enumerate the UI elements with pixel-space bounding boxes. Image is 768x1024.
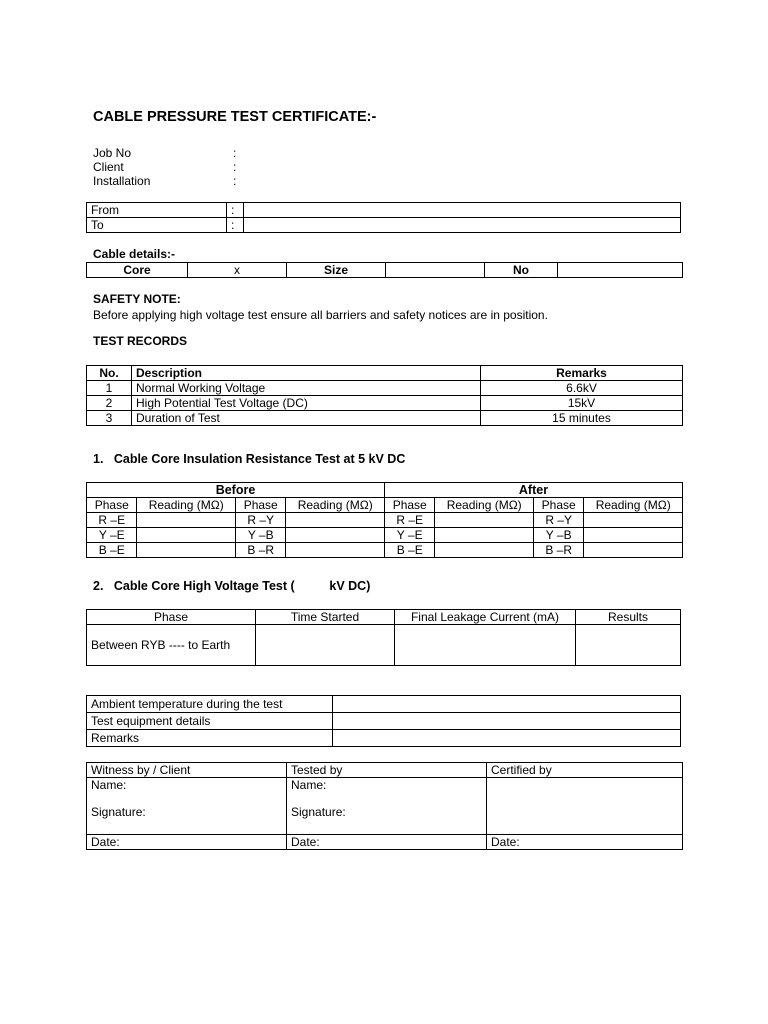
- phase-cell: R –Y: [235, 513, 285, 528]
- signature-table: [86, 762, 683, 850]
- table-row: [87, 713, 681, 730]
- row-no: 3: [87, 411, 132, 426]
- reading-cell[interactable]: [137, 528, 236, 543]
- phase-cell: B –E: [87, 543, 137, 558]
- reading-cell[interactable]: [137, 543, 236, 558]
- remarks-value[interactable]: [333, 730, 681, 747]
- installation-sep: :: [233, 174, 237, 188]
- phase-cell: R –Y: [533, 513, 583, 528]
- table-row: [87, 513, 683, 528]
- cable-details-table: [86, 262, 683, 278]
- size-value[interactable]: [386, 263, 485, 278]
- ir-test-heading: 1. Cable Core Insulation Resistance Test at 5 kV DC: [93, 452, 406, 466]
- cable-details-heading: Cable details:-: [93, 247, 176, 261]
- from-row: [87, 203, 681, 218]
- results-cell[interactable]: [576, 625, 681, 666]
- hv-col-results: Results: [576, 610, 681, 625]
- ir-test-table: [86, 482, 683, 558]
- phase-cell: Y –B: [235, 528, 285, 543]
- phase-cell: R –E: [87, 513, 137, 528]
- client-row: [93, 160, 236, 174]
- reading-header: Reading (MΩ): [584, 498, 683, 513]
- hv-col-leakage: Final Leakage Current (mA): [395, 610, 576, 625]
- date-label: Date:: [287, 835, 487, 850]
- equipment-label: Test equipment details: [87, 713, 333, 730]
- installation-label: Installation: [93, 174, 151, 188]
- name-label: Name:: [91, 778, 127, 792]
- hv-col-phase: Phase: [87, 610, 256, 625]
- date-label: Date:: [87, 835, 287, 850]
- no-label: No: [485, 263, 558, 278]
- row-description: Normal Working Voltage: [132, 381, 481, 396]
- signature-label: Signature:: [291, 805, 346, 819]
- table-row: [87, 543, 683, 558]
- page-title: CABLE PRESSURE TEST CERTIFICATE:-: [93, 109, 377, 125]
- from-to-table: [86, 202, 681, 233]
- reading-cell[interactable]: [584, 528, 683, 543]
- core-x: x: [188, 263, 287, 278]
- reading-header: Reading (MΩ): [435, 498, 534, 513]
- row-no: 2: [87, 396, 132, 411]
- time-started-cell[interactable]: [256, 625, 395, 666]
- row-remarks: 15 minutes: [481, 411, 683, 426]
- witness-block[interactable]: [87, 778, 287, 835]
- certified-block[interactable]: [487, 778, 683, 835]
- phase-cell: Y –E: [87, 528, 137, 543]
- name-label: Name:: [291, 778, 327, 792]
- hv-col-time: Time Started: [256, 610, 395, 625]
- reading-header: Reading (MΩ): [137, 498, 236, 513]
- phase-cell: B –R: [533, 543, 583, 558]
- ir-group-header: [87, 483, 683, 498]
- ambient-table: [86, 695, 681, 747]
- phase-header: Phase: [533, 498, 583, 513]
- client-label: Client: [93, 160, 124, 174]
- phase-cell: B –E: [384, 543, 434, 558]
- from-label: From: [87, 203, 227, 218]
- to-sep: :: [227, 218, 244, 233]
- table-row: [87, 396, 683, 411]
- phase-header: Phase: [87, 498, 137, 513]
- test-records-heading: TEST RECORDS: [93, 334, 188, 348]
- size-label: Size: [287, 263, 386, 278]
- reading-cell[interactable]: [286, 528, 385, 543]
- to-row: [87, 218, 681, 233]
- signature-label: Signature:: [91, 805, 146, 819]
- no-value[interactable]: [558, 263, 683, 278]
- to-label: To: [87, 218, 227, 233]
- test-records-table: [86, 365, 683, 426]
- ambient-temp-label: Ambient temperature during the test: [87, 696, 333, 713]
- phase-cell: B –R: [235, 543, 285, 558]
- header-fields: [93, 146, 236, 188]
- hv-test-heading: 2. Cable Core High Voltage Test ( kV DC): [93, 579, 371, 593]
- test-records-header: [87, 366, 683, 381]
- job-no-row: [93, 146, 236, 160]
- reading-cell[interactable]: [435, 528, 534, 543]
- reading-cell[interactable]: [137, 513, 236, 528]
- hv-row-label: Between RYB ---- to Earth: [87, 625, 256, 666]
- leakage-cell[interactable]: [395, 625, 576, 666]
- equipment-value[interactable]: [333, 713, 681, 730]
- installation-row: [93, 174, 236, 188]
- job-no-sep: :: [233, 146, 237, 160]
- date-label: Date:: [487, 835, 683, 850]
- after-label: After: [384, 483, 682, 498]
- table-row: [87, 381, 683, 396]
- table-row: [87, 696, 681, 713]
- row-description: High Potential Test Voltage (DC): [132, 396, 481, 411]
- reading-cell[interactable]: [435, 543, 534, 558]
- from-sep: :: [227, 203, 244, 218]
- ir-col-header: [87, 498, 683, 513]
- remarks-label: Remarks: [87, 730, 333, 747]
- ambient-temp-value[interactable]: [333, 696, 681, 713]
- job-no-label: Job No: [93, 146, 132, 160]
- row-no: 1: [87, 381, 132, 396]
- certified-header: Certified by: [487, 763, 683, 778]
- hv-test-table: [86, 609, 681, 666]
- reading-cell[interactable]: [286, 513, 385, 528]
- reading-cell[interactable]: [584, 513, 683, 528]
- core-label: Core: [87, 263, 188, 278]
- phase-header: Phase: [384, 498, 434, 513]
- row-remarks: 15kV: [481, 396, 683, 411]
- before-label: Before: [87, 483, 385, 498]
- tested-block[interactable]: [287, 778, 487, 835]
- row-description: Duration of Test: [132, 411, 481, 426]
- table-row: [87, 411, 683, 426]
- table-row: [87, 528, 683, 543]
- hv-header: [87, 610, 681, 625]
- to-value[interactable]: [244, 218, 681, 233]
- tested-header: Tested by: [287, 763, 487, 778]
- col-remarks: Remarks: [481, 366, 683, 381]
- client-sep: :: [233, 160, 237, 174]
- safety-heading: SAFETY NOTE:: [93, 292, 181, 306]
- sign-body: [87, 778, 683, 835]
- reading-cell[interactable]: [286, 543, 385, 558]
- sign-header: [87, 763, 683, 778]
- reading-header: Reading (MΩ): [286, 498, 385, 513]
- reading-cell[interactable]: [584, 543, 683, 558]
- safety-text: Before applying high voltage test ensure all barriers and safety notices are in position.: [93, 308, 548, 322]
- table-row: [87, 730, 681, 747]
- col-description: Description: [132, 366, 481, 381]
- phase-header: Phase: [235, 498, 285, 513]
- safety-note: [93, 292, 548, 322]
- table-row: [87, 625, 681, 666]
- reading-cell[interactable]: [435, 513, 534, 528]
- from-value[interactable]: [244, 203, 681, 218]
- row-remarks: 6.6kV: [481, 381, 683, 396]
- sign-date-row: [87, 835, 683, 850]
- phase-cell: Y –E: [384, 528, 434, 543]
- phase-cell: Y –B: [533, 528, 583, 543]
- phase-cell: R –E: [384, 513, 434, 528]
- col-no: No.: [87, 366, 132, 381]
- witness-header: Witness by / Client: [87, 763, 287, 778]
